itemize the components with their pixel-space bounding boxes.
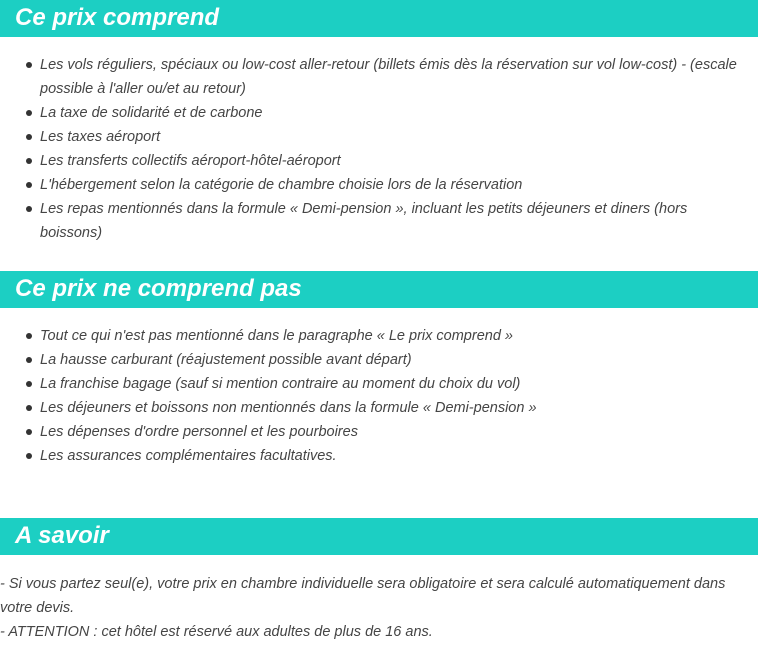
list-item: Les transferts collectifs aéroport-hôtel-aéroport bbox=[0, 149, 740, 173]
list-item: Les vols réguliers, spéciaux ou low-cost aller-retour (billets émis dès la réservation sur vol low-cost) - (escale possible à l'aller ou/et au retour) bbox=[0, 53, 740, 101]
list-item: Les assurances complémentaires facultatives. bbox=[0, 444, 740, 468]
list-item: Les taxes aéroport bbox=[0, 125, 740, 149]
list-item: Les déjeuners et boissons non mentionnés dans la formule « Demi-pension » bbox=[0, 396, 740, 420]
note-adults-only: - ATTENTION : cet hôtel est réservé aux adultes de plus de 16 ans. bbox=[0, 624, 433, 640]
good-to-know-notes bbox=[0, 572, 755, 644]
section-header-not-included bbox=[0, 271, 758, 308]
list-item: Les dépenses d'ordre personnel et les pourboires bbox=[0, 420, 740, 444]
list-item: L'hébergement selon la catégorie de chambre choisie lors de la réservation bbox=[0, 173, 740, 197]
section-header-included bbox=[0, 0, 758, 37]
section-title-included: Ce prix comprend bbox=[15, 4, 220, 31]
bullet-icon bbox=[26, 134, 32, 140]
list-item: La franchise bagage (sauf si mention contraire au moment du choix du vol) bbox=[0, 372, 740, 396]
note-single-room: - Si vous partez seul(e), votre prix en chambre individuelle sera obligatoire et sera calculé automatiquement dans votre devis. bbox=[0, 576, 726, 616]
bullet-icon bbox=[26, 158, 32, 164]
bullet-icon bbox=[26, 206, 32, 212]
section-title-good-to-know: A savoir bbox=[15, 522, 109, 549]
section-header-good-to-know bbox=[0, 518, 758, 555]
bullet-icon bbox=[26, 110, 32, 116]
bullet-icon bbox=[26, 453, 32, 459]
section-title-not-included: Ce prix ne comprend pas bbox=[15, 275, 302, 302]
bullet-icon bbox=[26, 333, 32, 339]
list-item: La hausse carburant (réajustement possible avant départ) bbox=[0, 348, 740, 372]
bullet-icon bbox=[26, 357, 32, 363]
list-item: La taxe de solidarité et de carbone bbox=[0, 101, 740, 125]
bullet-icon bbox=[26, 405, 32, 411]
bullet-icon bbox=[26, 62, 32, 68]
list-item: Les repas mentionnés dans la formule « Demi-pension », incluant les petits déjeuners et diners (hors boissons) bbox=[0, 197, 740, 245]
bullet-icon bbox=[26, 429, 32, 435]
included-list bbox=[0, 53, 740, 245]
bullet-icon bbox=[26, 381, 32, 387]
list-item: Tout ce qui n'est pas mentionné dans le paragraphe « Le prix comprend » bbox=[0, 324, 740, 348]
not-included-list bbox=[0, 324, 740, 468]
bullet-icon bbox=[26, 182, 32, 188]
